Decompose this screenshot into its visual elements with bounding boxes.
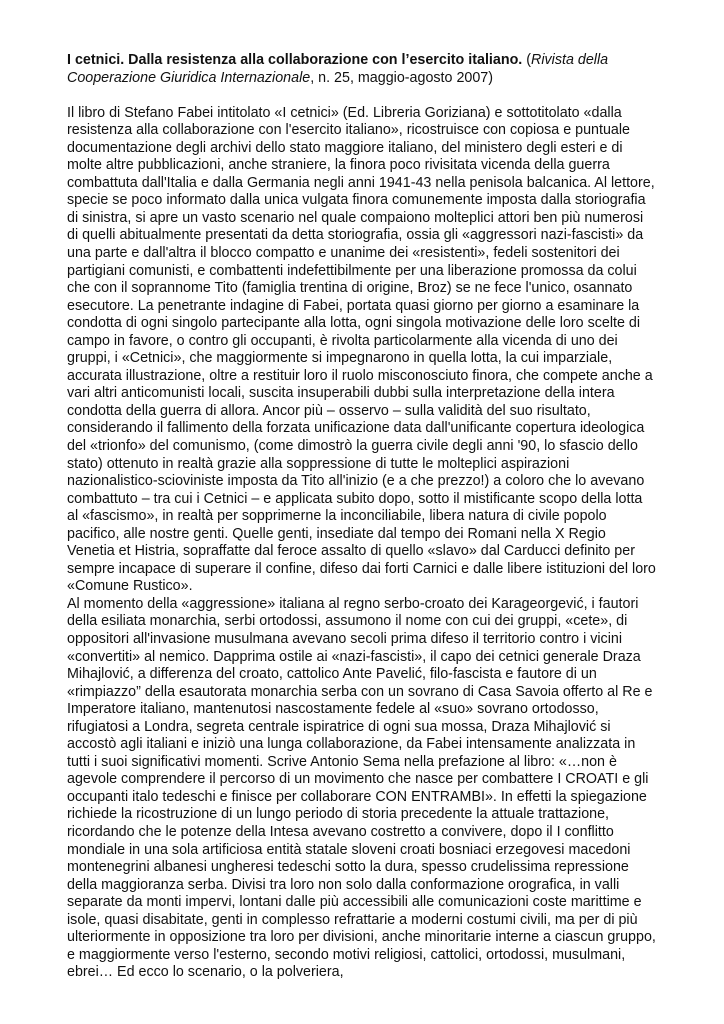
heading-open-paren: ( [522,52,532,68]
article-source: Rivista della Cooperazione Giuridica Internazionale [67,52,609,86]
document-page [67,52,657,982]
article-body [67,105,657,982]
article-title: I cetnici. Dalla resistenza alla collaborazione con l’esercito italiano. [67,52,523,68]
article-heading [67,52,657,87]
paragraph-1: Il libro di Stefano Fabei intitolato «I cetnici» (Ed. Libreria Goriziana) e sottotitolato «dalla resistenza alla collaborazione con l'esercito italiano», ricostruisce con copiosa e puntuale documentazione degli archivi dello stato maggiore italiano, del ministero degli esteri e di molte altre pubblicazioni, anche straniere, la finora poco rivisitata vicenda della guerra combattuta dall'Italia e dalla Germania negli anni 1941-43 nella penisola balcanica. Al lettore, specie se poco informato dalla unica vulgata finora comunemente imposta dalla storiografia di sinistra, si apre un vasto scenario nel quale compaiono molteplici attori ben più numerosi di quelli abitualmente presentati da detta storiografia, ossia gli «aggressori nazi-fascisti» da una parte e dall'altra il blocco compatto e unanime dei «resistenti», fedeli sostenitori dei partigiani comunisti, e combattenti indefettibilmente per una liberazione promossa da colui che con il soprannome Tito (famiglia trentina di origine, Broz) se ne fece l'unico, osannato esecutore. La penetrante indagine di Fabei, portata quasi giorno per giorno a esaminare la condotta di ogni singolo partecipante alla lotta, ogni singola motivazione delle loro scelte di campo in favore, o contro gli occupanti, è rivolta particolarmente alla vicenda di uno dei gruppi, i «Cetnici», che maggiormente si impegnarono in quella lotta, la cui imparziale, accurata illustrazione, oltre a restituir loro il ruolo misconosciuto finora, che compete anche a vari altri anticomunisti locali, suscita insuperabili dubbi sulla interpretazione della intera condotta della guerra di allora. Ancor più – osservo – sulla validità del suo risultato, considerando il fallimento della forzata unificazione data dall'unificante copertura ideologica del «trionfo» del comunismo, (come dimostrò la guerra civile degli anni '90, lo sfascio dello stato) ottenuto in realtà grazie alla soppressione di tutte le molteplici aspirazioni nazionalistico-scioviniste imposta da Tito all'inizio (e a che prezzo!) a coloro che lo avevano combattuto – tra cui i Cetnici – e applicata subito dopo, sotto il mistificante scopo della lotta al «fascismo», in realtà per sopprimerne la inconciliabile, libera natura di civile popolo pacifico, alle nostre genti. Quelle genti, insediate dal tempo dei Romani nella X Regio Venetia et Histria, sopraffatte dal feroce assalto di quello «slavo» dal Carducci definito per sempre incapace di superare il confine, difeso dai forti Carnici e dalle libere istituzioni del loro «Comune Rustico». [67,104,656,595]
paragraph-2: Al momento della «aggressione» italiana al regno serbo-croato dei Karageorgević, i fautori della esiliata monarchia, serbi ortodossi, assumono il nome con cui dei gruppi, «cete», di oppositori all'invasione musulmana avevano secoli prima difeso il territorio contro i vicini «convertiti» al nemico. Dapprima ostile ai «nazi-fascisti», il capo dei cetnici generale Draza Mihajlović, a differenza del croato, cattolico Ante Pavelić, filo-fascista e fautore di un «rimpiazzo” della esautorata monarchia serba con un sovrano di Casa Savoia offerto al Re e Imperatore italiano, mantenutosi nascostamente fedele al «suo» sovrano ortodosso, rifugiatosi a Londra, segreta centrale ispiratrice di ogni sua mossa, Draza Mihajlović si accostò agli italiani e iniziò una lunga collaborazione, da Fabei intensamente analizzata in tutti i suoi significativi momenti. Scrive Antonio Sema nella prefazione al libro: «…non è agevole comprendere il percorso di un movimento che nasce per combattere I CROATI e gli occupanti italo tedeschi e finisce per collaborare CON ENTRAMBI». In effetti la spiegazione richiede la ricostruzione di un lungo periodo di storia precedente la attuale trattazione, ricordando che le potenze della Intesa avevano costretto a convivere, dopo il I conflitto mondiale in una sola artificiosa entità statale sloveni croati bosniaci erzegovesi macedoni montenegrini albanesi ungheresi tedeschi sotto la dura, spesso crudelissima repressione della maggioranza serba. Divisi tra loro non solo dalla conformazione orografica, in valli separate da monti impervi, lontani dalle più accessibili alle comunicazioni coste marittime e isole, quasi disabitate, genti in complesso refrattarie a moderni costumi civili, ma per di più ulteriormente in opposizione tra loro per divisioni, anche minoritarie interne a ciascun gruppo, e maggiormente verso l'esterno, secondo motivi religiosi, cattolici, ortodossi, musulmani, ebrei… Ed ecco lo scenario, o la polveriera, [67,595,656,981]
article-issue: , n. 25, maggio-agosto 2007) [310,69,494,86]
